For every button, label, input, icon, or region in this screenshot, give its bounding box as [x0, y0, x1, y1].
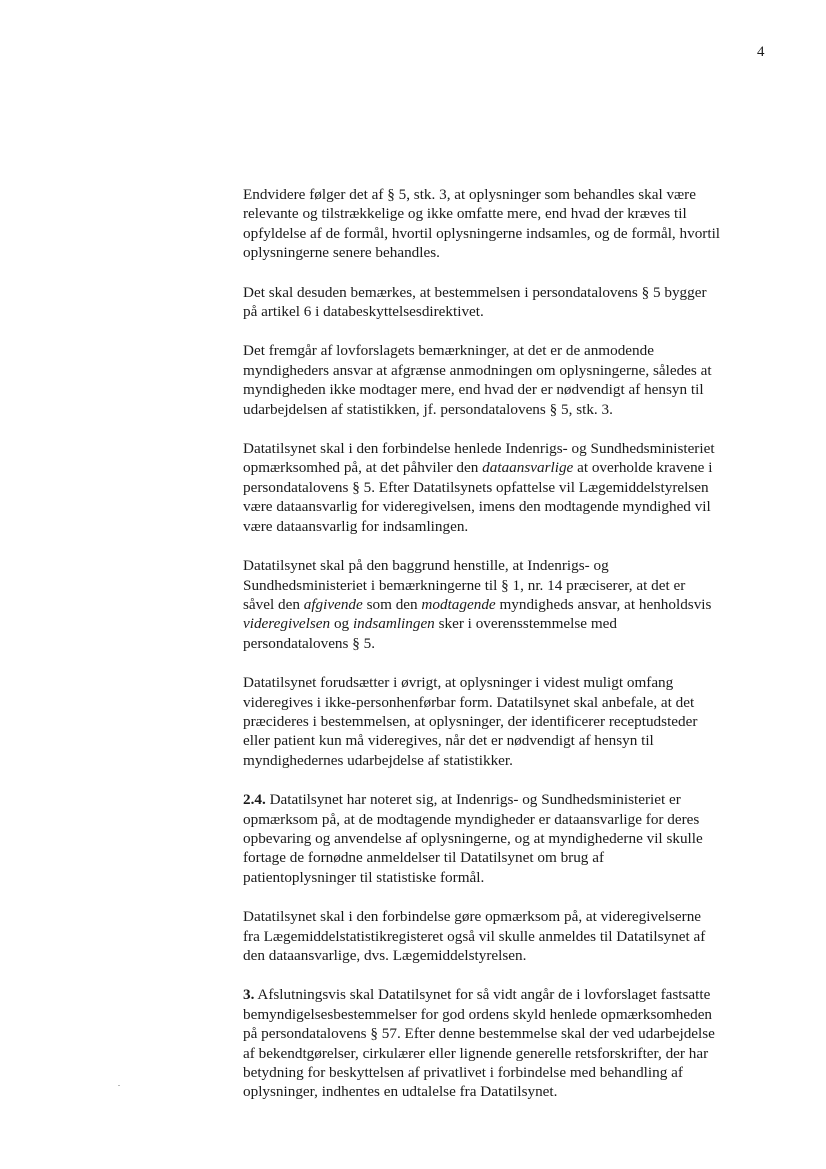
text-line: myndigheders ansvar at afgrænse anmodningen om oplysningerne, således at: [243, 361, 712, 379]
page-number: 4: [757, 44, 765, 60]
text-run: opmærksomhed på, at det påhviler den: [243, 459, 483, 477]
paragraph-directive: [243, 283, 788, 322]
text-line: Datatilsynet forudsætter i øvrigt, at oplysninger i videst muligt omfang: [243, 674, 674, 692]
text-line: betydning for beskyttelsen af privatlivet i forbindelse med behandling af: [243, 1064, 683, 1082]
text-line: Datatilsynet skal på den baggrund henstille, at Indenrigs- og: [243, 557, 609, 575]
text-line: opmærksom på, at de modtagende myndigheder er dataansvarlige for deres: [243, 810, 700, 828]
text-line: oplysninger, indhentes en udtalelse fra Datatilsynet.: [243, 1083, 558, 1101]
text-line: [243, 790, 788, 809]
text-line: af bekendtgørelser, cirkulærer eller lignende generelle retsforskrifter, der har: [243, 1044, 709, 1062]
paragraph-notification: [243, 907, 788, 965]
paragraph-recommendation: [243, 556, 788, 653]
text-line: bemyndigelsesbestemmelser for god ordens skyld henlede opmærksomheden: [243, 1005, 713, 1023]
section-number: 2.4.: [243, 791, 266, 809]
text-line: Datatilsynet skal i den forbindelse henlede Indenrigs- og Sundhedsministeriet: [243, 440, 715, 458]
text-line: Det fremgår af lovforslagets bemærkninger, at det er de anmodende: [243, 342, 654, 360]
section-number: 3.: [243, 986, 255, 1004]
paragraph-data-controller: [243, 439, 788, 536]
emphasis-text: modtagende: [421, 595, 496, 613]
text-line: eller patient kun må videregives, når det er nødvendigt af hensyn til: [243, 732, 654, 750]
text-run: som den: [362, 595, 422, 613]
text-line: opfyldelse af de formål, hvortil oplysningerne indsamles, og de formål, hvortil: [243, 224, 721, 242]
text-line: Endvidere følger det af § 5, stk. 3, at oplysninger som behandles skal være: [243, 186, 696, 203]
text-run: sker i overensstemmelse med: [434, 615, 617, 633]
emphasis-text: afgivende: [303, 595, 363, 613]
text-line: persondatalovens § 5. Efter Datatilsynets opfattelse vil Lægemiddelstyrelsen: [243, 478, 709, 496]
paragraph-section-2-4: [243, 790, 788, 887]
text-line: persondatalovens § 5.: [243, 634, 376, 652]
text-line: myndigheden ikke modtager mere, end hvad der er nødvendigt af hensyn til: [243, 381, 704, 399]
text-line: Datatilsynet skal i den forbindelse gøre opmærksom på, at videregivelserne: [243, 908, 702, 926]
emphasis-text: dataansvarlige: [482, 459, 574, 477]
text-line: myndighedernes udarbejdelse af statistikker.: [243, 751, 513, 769]
text-run: myndigheds ansvar, at henholdsvis: [495, 595, 712, 613]
text-line: Det skal desuden bemærkes, at bestemmelsen i persondatalovens § 5 bygger: [243, 283, 707, 301]
text-line: den dataansvarlige, dvs. Lægemiddelstyrelsen.: [243, 947, 527, 964]
text-run: Afslutningsvis skal Datatilsynet for så vidt angår de i lovforslaget fastsatte: [254, 986, 711, 1004]
paragraph-anonymisation: [243, 673, 788, 770]
text-line: være dataansvarlig for videregivelsen, imens den modtagende myndighed vil: [243, 498, 711, 516]
text-line: oplysningerne senere behandles.: [243, 244, 440, 262]
text-line: på persondatalovens § 57. Efter denne bestemmelse skal der ved udarbejdelse: [243, 1025, 715, 1043]
scan-speck: [118, 1085, 120, 1086]
text-line: relevante og tilstrækkelige og ikke omfatte mere, end hvad der kræves til: [243, 205, 687, 223]
text-run: Datatilsynet har noteret sig, at Indenrigs- og Sundhedsministeriet er: [265, 791, 681, 809]
emphasis-text: indsamlingen: [352, 615, 435, 633]
letter-body: [243, 185, 788, 1122]
text-line: [243, 458, 788, 477]
text-line: [243, 595, 788, 614]
text-line: være dataansvarlig for indsamlingen.: [243, 517, 469, 535]
text-run: såvel den: [243, 595, 304, 613]
text-run: at overholde kravene i: [573, 459, 713, 477]
text-line: opbevaring og anvendelse af oplysningerne, og at myndighederne vil skulle: [243, 829, 703, 847]
text-line: videregives i ikke-personhenførbar form. Datatilsynet skal anbefale, at det: [243, 693, 695, 711]
emphasis-text: videregivelsen: [243, 615, 331, 633]
text-line: på artikel 6 i databeskyttelsesdirektivet.: [243, 303, 484, 321]
paragraph-authority-responsibility: [243, 341, 788, 419]
paragraph-relevance: [243, 185, 788, 263]
text-line: udarbejdelsen af statistikken, jf. persondatalovens § 5, stk. 3.: [243, 400, 613, 418]
text-run: og: [330, 615, 353, 633]
text-line: fra Lægemiddelstatistikregisteret også vil skulle anmeldes til Datatilsynet af: [243, 927, 706, 945]
text-line: fortage de fornødne anmeldelser til Datatilsynet om brug af: [243, 849, 604, 867]
paragraph-section-3: [243, 985, 788, 1101]
text-line: præcideres i bestemmelsen, at oplysninger, der identificerer receptudsteder: [243, 712, 698, 730]
text-line: [243, 985, 788, 1004]
text-line: patientoplysninger til statistiske formål.: [243, 868, 485, 886]
text-line: Sundhedsministeriet i bemærkningerne til § 1, nr. 14 præciserer, at det er: [243, 576, 686, 594]
text-line: [243, 614, 788, 633]
